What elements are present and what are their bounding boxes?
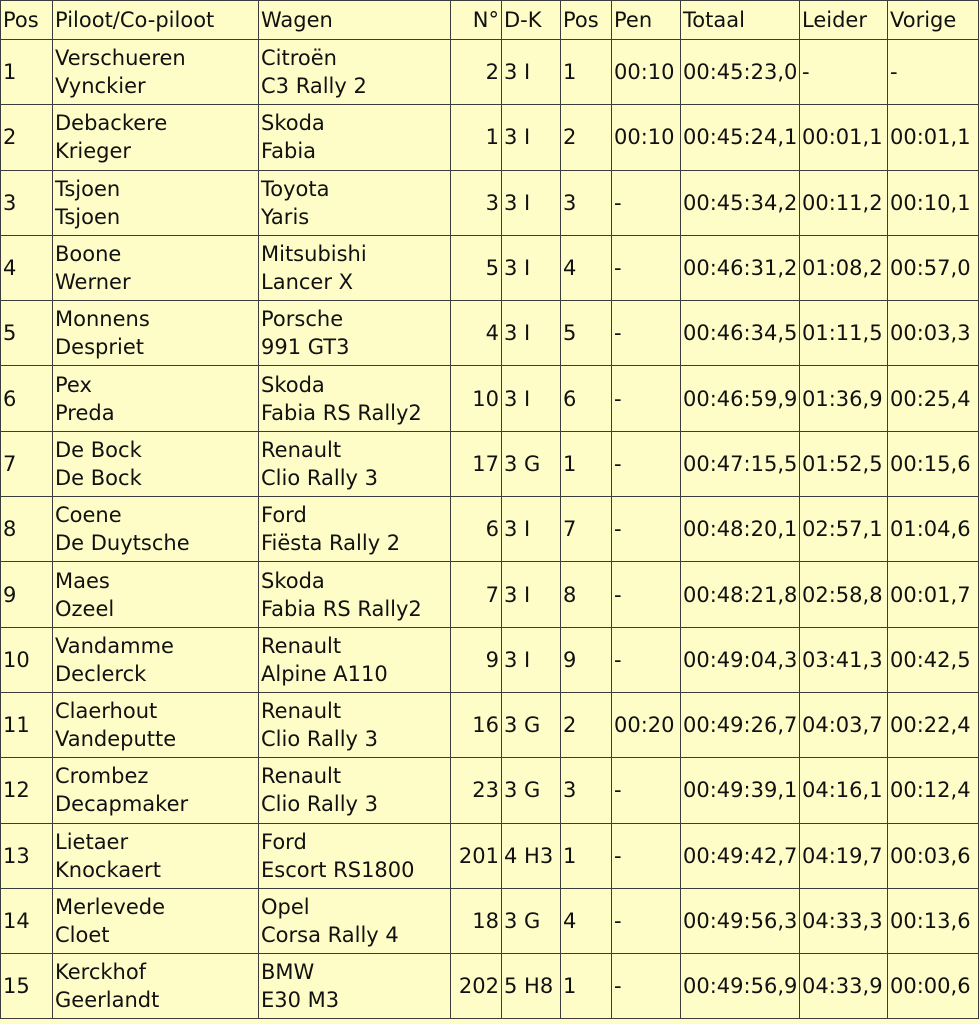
header-leader: Leider [800, 1, 888, 40]
car-model: Clio Rally 3 [261, 792, 378, 817]
cell-crew [53, 366, 259, 431]
cell-previous: 01:04,6 [888, 497, 979, 562]
cell-crew [53, 497, 259, 562]
table-row [1, 301, 979, 366]
cell-division-class: 3 I [502, 497, 561, 562]
cell-car [259, 758, 451, 823]
car-make: Ford [261, 829, 307, 854]
cell-number: 201 [451, 823, 502, 888]
table-row [1, 823, 979, 888]
table-row [1, 235, 979, 300]
cell-division-class: 3 I [502, 366, 561, 431]
car-model: Yaris [261, 204, 310, 229]
cell-total: 00:48:20,1 [681, 497, 800, 562]
cell-division-class: 3 G [502, 692, 561, 757]
pilot-name: De Bock [55, 437, 142, 462]
table-row [1, 627, 979, 692]
copilot-name: Krieger [55, 139, 132, 164]
pilot-name: Merlevede [55, 895, 166, 919]
cell-crew [53, 562, 259, 627]
cell-car [259, 888, 451, 953]
cell-pos: 11 [1, 692, 53, 757]
cell-leader: 04:33,9 [800, 954, 888, 1019]
copilot-name: Vandeputte [55, 727, 177, 752]
cell-pos: 3 [1, 170, 53, 235]
car-make: Toyota [261, 176, 330, 201]
cell-class-pos: 1 [561, 823, 612, 888]
cell-class-pos: 2 [561, 105, 612, 170]
cell-number: 1 [451, 105, 502, 170]
cell-class-pos: 8 [561, 562, 612, 627]
cell-total: 00:46:34,5 [681, 301, 800, 366]
cell-division-class: 5 H8 [502, 954, 561, 1019]
car-make: Renault [261, 764, 342, 789]
cell-car [259, 562, 451, 627]
cell-leader: 01:52,5 [800, 431, 888, 496]
cell-number: 18 [451, 888, 502, 953]
cell-pos: 7 [1, 431, 53, 496]
car-make: Mitsubishi [261, 242, 367, 267]
cell-number: 23 [451, 758, 502, 823]
car-make: Porsche [261, 307, 344, 332]
cell-pos: 8 [1, 497, 53, 562]
cell-class-pos: 9 [561, 627, 612, 692]
cell-pos: 10 [1, 627, 53, 692]
cell-crew [53, 758, 259, 823]
cell-crew [53, 235, 259, 300]
cell-leader: 03:41,3 [800, 627, 888, 692]
cell-previous: 00:00,6 [888, 954, 979, 1019]
car-make: Ford [261, 503, 307, 528]
table-row [1, 431, 979, 496]
cell-car [259, 627, 451, 692]
cell-division-class: 3 I [502, 301, 561, 366]
cell-leader: 00:01,1 [800, 105, 888, 170]
cell-penalty: - [612, 562, 681, 627]
cell-division-class: 3 I [502, 627, 561, 692]
cell-total: 00:49:26,7 [681, 692, 800, 757]
cell-division-class: 4 H3 [502, 823, 561, 888]
cell-penalty: - [612, 627, 681, 692]
cell-penalty: - [612, 431, 681, 496]
cell-number: 3 [451, 170, 502, 235]
cell-number: 5 [451, 235, 502, 300]
cell-division-class: 3 I [502, 235, 561, 300]
cell-total: 00:45:23,0 [681, 40, 800, 105]
cell-class-pos: 1 [561, 954, 612, 1019]
table-row [1, 888, 979, 953]
header-pilot: Piloot/Co-piloot [53, 1, 259, 40]
cell-total: 00:49:56,3 [681, 888, 800, 953]
copilot-name: Werner [55, 270, 131, 295]
copilot-name: Declerck [55, 661, 147, 686]
header-total: Totaal [681, 1, 800, 40]
table-row [1, 758, 979, 823]
header-previous: Vorige [888, 1, 979, 40]
pilot-name: Coene [55, 503, 122, 528]
cell-number: 7 [451, 562, 502, 627]
table-body [1, 40, 979, 1019]
car-model: Fabia [261, 139, 317, 164]
cell-division-class: 3 I [502, 562, 561, 627]
cell-division-class: 3 G [502, 758, 561, 823]
car-make: Renault [261, 633, 342, 658]
cell-pos: 1 [1, 40, 53, 105]
cell-class-pos: 2 [561, 692, 612, 757]
cell-division-class: 3 G [502, 431, 561, 496]
pilot-name: Boone [55, 242, 122, 267]
car-model: Fiësta Rally 2 [261, 531, 401, 556]
car-make: BMW [261, 960, 315, 985]
cell-previous: 00:42,5 [888, 627, 979, 692]
header-row [1, 1, 979, 40]
cell-car [259, 954, 451, 1019]
pilot-name: Kerckhof [55, 960, 147, 985]
cell-class-pos: 1 [561, 40, 612, 105]
car-model: Escort RS1800 [261, 857, 415, 882]
pilot-name: Verschueren [55, 46, 186, 71]
cell-pos: 12 [1, 758, 53, 823]
car-make: Citroën [261, 46, 337, 71]
cell-previous: 00:01,1 [888, 105, 979, 170]
table-row [1, 497, 979, 562]
header-division-class: D-K [502, 1, 561, 40]
cell-pos: 4 [1, 235, 53, 300]
cell-previous: 00:12,4 [888, 758, 979, 823]
cell-previous: 00:10,1 [888, 170, 979, 235]
cell-division-class: 3 I [502, 105, 561, 170]
cell-penalty: - [612, 758, 681, 823]
table-row [1, 562, 979, 627]
cell-total: 00:49:56,9 [681, 954, 800, 1019]
cell-total: 00:46:31,2 [681, 235, 800, 300]
cell-previous: 00:03,3 [888, 301, 979, 366]
cell-pos: 6 [1, 366, 53, 431]
copilot-name: Preda [55, 400, 115, 425]
cell-crew [53, 627, 259, 692]
cell-class-pos: 3 [561, 758, 612, 823]
cell-car [259, 170, 451, 235]
cell-class-pos: 3 [561, 170, 612, 235]
table-row [1, 170, 979, 235]
car-make: Opel [261, 895, 310, 919]
pilot-name: Monnens [55, 307, 150, 332]
cell-leader: - [800, 40, 888, 105]
car-model: Fabia RS Rally2 [261, 596, 422, 621]
cell-number: 9 [451, 627, 502, 692]
cell-penalty: - [612, 366, 681, 431]
cell-class-pos: 1 [561, 431, 612, 496]
car-model: Fabia RS Rally2 [261, 400, 422, 425]
cell-car [259, 301, 451, 366]
car-make: Renault [261, 437, 342, 462]
cell-previous: 00:03,6 [888, 823, 979, 888]
cell-leader: 02:57,1 [800, 497, 888, 562]
cell-penalty: 00:10 [612, 40, 681, 105]
pilot-name: Maes [55, 568, 110, 593]
cell-previous: 00:57,0 [888, 235, 979, 300]
pilot-name: Lietaer [55, 829, 129, 854]
table-row [1, 105, 979, 170]
car-model: 991 GT3 [261, 335, 350, 360]
cell-car [259, 497, 451, 562]
pilot-name: Tsjoen [55, 176, 121, 201]
cell-leader: 00:11,2 [800, 170, 888, 235]
cell-previous: 00:15,6 [888, 431, 979, 496]
cell-number: 10 [451, 366, 502, 431]
table-row [1, 954, 979, 1019]
table-row [1, 692, 979, 757]
cell-penalty: - [612, 170, 681, 235]
copilot-name: Cloet [55, 923, 110, 947]
cell-car [259, 105, 451, 170]
cell-previous: - [888, 40, 979, 105]
pilot-name: Pex [55, 372, 92, 397]
cell-class-pos: 4 [561, 888, 612, 953]
car-model: Lancer X [261, 270, 354, 295]
table-row [1, 40, 979, 105]
car-model: Corsa Rally 4 [261, 923, 399, 947]
car-make: Skoda [261, 372, 325, 397]
cell-penalty: - [612, 301, 681, 366]
copilot-name: Ozeel [55, 596, 115, 621]
pilot-name: Crombez [55, 764, 149, 789]
cell-pos: 15 [1, 954, 53, 1019]
copilot-name: Geerlandt [55, 988, 160, 1013]
cell-crew [53, 954, 259, 1019]
cell-division-class: 3 I [502, 170, 561, 235]
car-model: Clio Rally 3 [261, 465, 378, 490]
car-model: Alpine A110 [261, 661, 388, 686]
cell-class-pos: 5 [561, 301, 612, 366]
cell-total: 00:45:24,1 [681, 105, 800, 170]
copilot-name: Knockaert [55, 857, 161, 882]
cell-car [259, 366, 451, 431]
car-model: C3 Rally 2 [261, 74, 367, 99]
car-make: Skoda [261, 111, 325, 136]
cell-number: 202 [451, 954, 502, 1019]
cell-crew [53, 170, 259, 235]
cell-total: 00:48:21,8 [681, 562, 800, 627]
cell-car [259, 40, 451, 105]
cell-class-pos: 4 [561, 235, 612, 300]
cell-total: 00:45:34,2 [681, 170, 800, 235]
table-row [1, 366, 979, 431]
header-pos: Pos [1, 1, 53, 40]
cell-number: 16 [451, 692, 502, 757]
cell-crew [53, 823, 259, 888]
cell-penalty: - [612, 888, 681, 953]
cell-penalty: - [612, 823, 681, 888]
cell-previous: 00:22,4 [888, 692, 979, 757]
copilot-name: Decapmaker [55, 792, 189, 817]
cell-crew [53, 40, 259, 105]
cell-crew [53, 301, 259, 366]
cell-leader: 01:08,2 [800, 235, 888, 300]
car-model: Clio Rally 3 [261, 727, 378, 752]
cell-car [259, 431, 451, 496]
cell-leader: 02:58,8 [800, 562, 888, 627]
cell-number: 17 [451, 431, 502, 496]
cell-leader: 04:33,3 [800, 888, 888, 953]
copilot-name: Tsjoen [55, 204, 121, 229]
cell-previous: 00:13,6 [888, 888, 979, 953]
cell-leader: 01:36,9 [800, 366, 888, 431]
cell-previous: 00:25,4 [888, 366, 979, 431]
cell-car [259, 235, 451, 300]
car-model: E30 M3 [261, 988, 340, 1013]
cell-total: 00:47:15,5 [681, 431, 800, 496]
cell-car [259, 823, 451, 888]
cell-total: 00:49:04,3 [681, 627, 800, 692]
cell-penalty: 00:10 [612, 105, 681, 170]
header-car: Wagen [259, 1, 451, 40]
copilot-name: Despriet [55, 335, 144, 360]
copilot-name: De Duytsche [55, 531, 190, 556]
cell-leader: 04:16,1 [800, 758, 888, 823]
cell-leader: 01:11,5 [800, 301, 888, 366]
cell-class-pos: 7 [561, 497, 612, 562]
pilot-name: Vandamme [55, 633, 174, 658]
cell-pos: 13 [1, 823, 53, 888]
cell-total: 00:49:42,7 [681, 823, 800, 888]
cell-pos: 9 [1, 562, 53, 627]
cell-penalty: 00:20 [612, 692, 681, 757]
cell-crew [53, 888, 259, 953]
cell-total: 00:46:59,9 [681, 366, 800, 431]
cell-pos: 5 [1, 301, 53, 366]
cell-crew [53, 431, 259, 496]
header-number: N° [451, 1, 502, 40]
cell-number: 2 [451, 40, 502, 105]
cell-pos: 2 [1, 105, 53, 170]
cell-leader: 04:19,7 [800, 823, 888, 888]
cell-penalty: - [612, 954, 681, 1019]
cell-pos: 14 [1, 888, 53, 953]
cell-leader: 04:03,7 [800, 692, 888, 757]
cell-car [259, 692, 451, 757]
pilot-name: Claerhout [55, 699, 158, 724]
cell-division-class: 3 G [502, 888, 561, 953]
car-make: Renault [261, 699, 342, 724]
copilot-name: Vynckier [55, 74, 146, 99]
cell-crew [53, 692, 259, 757]
car-make: Skoda [261, 568, 325, 593]
cell-penalty: - [612, 497, 681, 562]
copilot-name: De Bock [55, 465, 142, 490]
cell-total: 00:49:39,1 [681, 758, 800, 823]
cell-division-class: 3 I [502, 40, 561, 105]
cell-previous: 00:01,7 [888, 562, 979, 627]
cell-number: 6 [451, 497, 502, 562]
header-class-pos: Pos [561, 1, 612, 40]
table-header [1, 1, 979, 40]
header-penalty: Pen [612, 1, 681, 40]
cell-number: 4 [451, 301, 502, 366]
pilot-name: Debackere [55, 111, 168, 136]
cell-class-pos: 6 [561, 366, 612, 431]
cell-penalty: - [612, 235, 681, 300]
cell-crew [53, 105, 259, 170]
